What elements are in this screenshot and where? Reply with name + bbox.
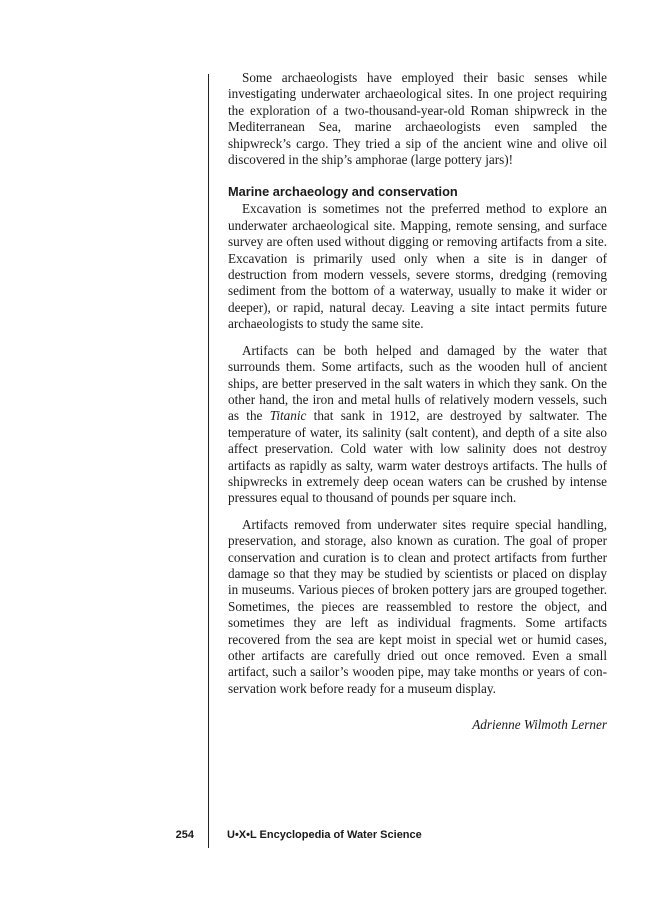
vertical-rule — [208, 74, 209, 848]
section-heading: Marine archaeology and conservation — [228, 184, 458, 200]
paragraph-artifacts — [228, 343, 607, 507]
titanic-title: Titanic — [269, 408, 307, 424]
paragraph-excavation: Excavation is sometimes not the preferred method to explore an underwater archaeological site. Mapping, remote sensing, and surface survey are often used without digging or removing artifacts from a site. Excavation is primarily used only when a site is in danger of destruction from modern vessels, severe storms, dredging (removing sediment from the bottom of a waterway, usually to make it wider or deeper), or rapid, natural decay. Leaving a site intact permits future archaeologists to study the same site. — [228, 201, 607, 332]
artifacts-text-part2: that sank in 1912, are destroyed by saltwater. The temperature of water, its salinity (salt content), and depth of a site also affect preservation. Cold water with low salinity does not destroy artifacts as rapidly as salty, warm water destroys artifacts. The hulls of shipwrecks in extremely deep ocean waters can be crushed by intense pressures equal to thousand of pounds per square inch. — [228, 408, 607, 506]
paragraph-intro: Some archaeologists have employed their basic senses while investigating underwater archaeological sites. In one project requiring the exploration of a two-thousand-year-old Roman shipwreck in the Mediterranean Sea, marine archaeologists even sampled the shipwreck’s cargo. They tried a sip of the ancient wine and olive oil discovered in the ship’s amphorae (large pottery jars)! — [228, 70, 607, 168]
book-title: U•X•L Encyclopedia of Water Science — [227, 829, 422, 841]
page-number: 254 — [175, 829, 194, 841]
author-byline: Adrienne Wilmoth Lerner — [472, 717, 607, 733]
article-body — [228, 70, 607, 733]
paragraph-removed: Artifacts removed from underwater sites require special handling, preservation, and storage, also known as curation. The goal of proper conservation and curation is to clean and protect artifacts from further damage so that they may be studied by scientists or placed on display in museums. Various pieces of broken pottery jars are grouped together. Sometimes, the pieces are reassembled to restore the object, and sometimes they are left as individual fragments. Some artifacts recovered from the sea are kept moist in special wet or humid cases, other artifacts are carefully dried out once removed. Even a small artifact, such a sailor’s wooden pipe, may take months or years of conservation work before ready for a museum display. — [228, 516, 607, 696]
artifacts-text-part1: Artifacts can be both helped and damaged by the water that surrounds them. Some artifacts, such as the wooden hull of ancient ships, are better preserved in the salt waters in which they sank. On the other hand, the iron and metal hulls of relatively modern vessels, such as the — [228, 342, 607, 424]
